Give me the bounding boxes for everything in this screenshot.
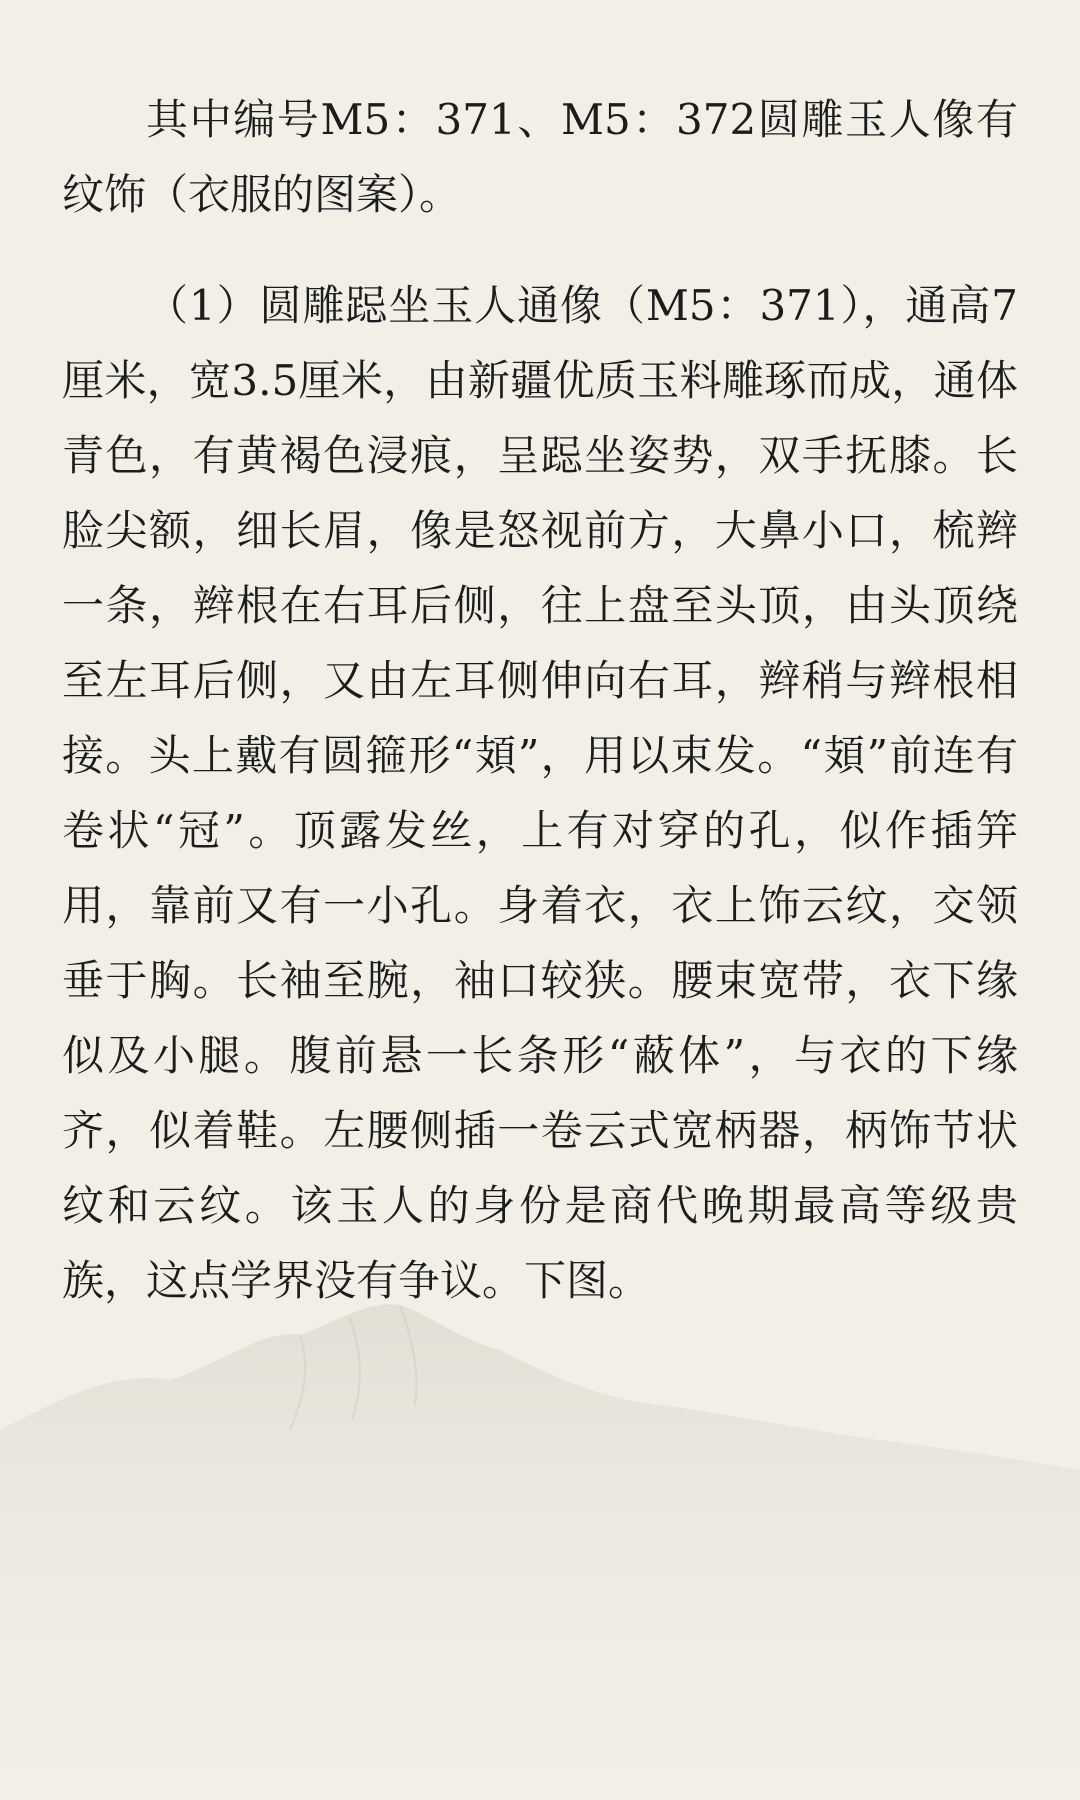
paragraph-intro: 其中编号M5：371、M5：372圆雕玉人像有纹饰（衣服的图案）。 [62,95,1018,219]
article-body [62,82,1018,1354]
paragraph-jade-figure-description: （1）圆雕跽坐玉人通像（M5：371），通高7厘米，宽3.5厘米，由新疆优质玉料雕琢而成，通体青色，有黄褐色浸痕，呈跽坐姿势，双手抚膝。长脸尖额，细长眉，像是怒视前方，大鼻小口，梳辫一条，辫根在右耳后侧，往上盘至头顶，由头顶绕至左耳后侧，又由左耳侧伸向右耳，辫稍与辫根相接。头上戴有圆箍形“頍”，用以束发。“頍”前连有卷状“冠”。顶露发丝，上有对穿的孔，似作插笄用，靠前又有一小孔。身着衣，衣上饰云纹，交领垂于胸。长袖至腕，袖口较狭。腰束宽带，衣下缘似及小腿。腹前悬一长条形“蔽体”，与衣的下缘齐，似着鞋。左腰侧插一卷云式宽柄器，柄饰节状纹和云纹。该玉人的身份是商代晚期最高等级贵族，这点学界没有争议。下图。 [62,281,1018,1305]
